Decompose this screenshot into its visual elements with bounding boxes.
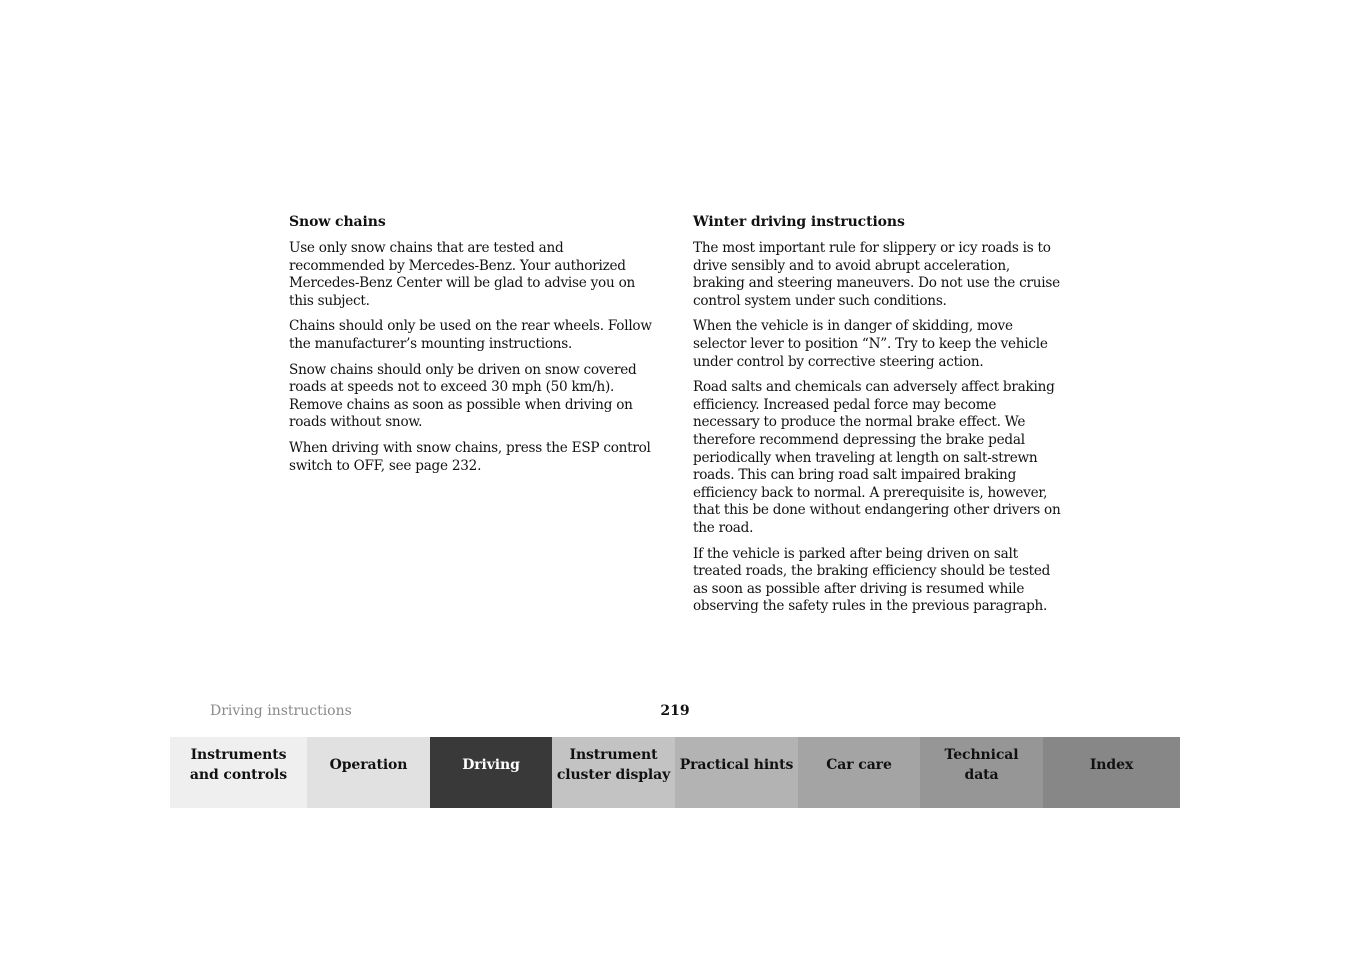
left-column <box>289 212 661 483</box>
left-paragraph: When driving with snow chains, press the ESP control switch to OFF, see page 232. <box>289 439 651 474</box>
tab-operation[interactable]: Operation <box>307 737 430 808</box>
tab-instruments-and-controls[interactable]: Instruments and controls <box>170 737 307 808</box>
right-paragraph: Road salts and chemicals can adversely affect braking efficiency. Increased pedal force may become necessary to produce the normal brake effect. We therefore recommend depressing the brake pedal periodically when traveling at length on salt-strewn roads. This can bring road salt impaired braking efficiency back to normal. A prerequisite is, however, that this be done without endangering other drivers on the road. <box>693 379 1061 536</box>
tab-driving[interactable]: Driving <box>430 737 552 808</box>
tab-practical-hints[interactable]: Practical hints <box>675 737 798 808</box>
tab-index[interactable]: Index <box>1043 737 1180 808</box>
tab-instrument-cluster-display[interactable]: Instrument cluster display <box>552 737 675 808</box>
winter-driving-heading: Winter driving instructions <box>693 214 905 230</box>
left-paragraph: Use only snow chains that are tested and recommended by Mercedes-Benz. Your authorized Mercedes-Benz Center will be glad to advise you on this subject. <box>289 240 636 309</box>
right-column <box>693 212 1065 624</box>
section-title: Driving instructions <box>210 703 352 719</box>
left-paragraph: Chains should only be used on the rear wheels. Follow the manufacturer’s mounting instructions. <box>289 318 652 352</box>
right-paragraph: The most important rule for slippery or icy roads is to drive sensibly and to avoid abrupt acceleration, braking and steering maneuvers. Do not use the cruise control system under such conditions. <box>693 240 1060 309</box>
snow-chains-heading: Snow chains <box>289 214 386 230</box>
left-paragraph: Snow chains should only be driven on snow covered roads at speeds not to exceed 30 mph (50 km/h). Remove chains as soon as possible when driving on roads without snow. <box>289 361 637 431</box>
chapter-nav-bar <box>170 737 1180 808</box>
tab-technical-data[interactable]: Technical data <box>920 737 1043 808</box>
right-paragraph: If the vehicle is parked after being driven on salt treated roads, the braking efficiency should be tested as soon as possible after driving is resumed while observing the safety rules in the previous paragraph. <box>693 545 1051 615</box>
right-paragraph: When the vehicle is in danger of skidding, move selector lever to position “N”. Try to keep the vehicle under control by corrective steering action. <box>693 318 1048 370</box>
tab-car-care[interactable]: Car care <box>798 737 920 808</box>
page-number: 219 <box>660 703 690 719</box>
